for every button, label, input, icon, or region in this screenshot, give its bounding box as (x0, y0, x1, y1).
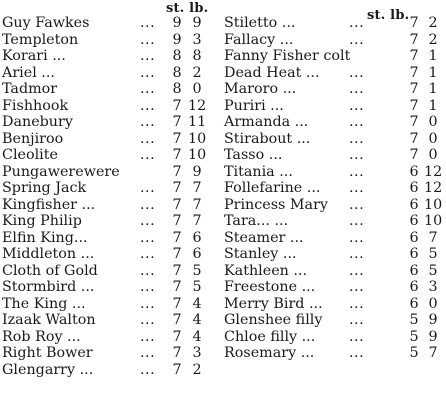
horse-name: Fishhook (2, 97, 69, 114)
leader-dots: ... (140, 229, 156, 246)
weight-stones: 7 (409, 97, 419, 114)
horse-name: Tara... ... (224, 213, 289, 229)
weight-pounds: 2 (192, 64, 202, 81)
horse-name: Cleolite (2, 147, 58, 163)
horse-name: Templeton (2, 31, 79, 48)
horse-name: Titania ... (224, 163, 293, 180)
horse-name: Rob Roy ... (2, 328, 81, 345)
leader-dots: ... (349, 279, 365, 295)
leader-dots: ... (349, 328, 365, 345)
weight-stones: 7 (409, 130, 419, 147)
weight-pounds: 8 (192, 48, 202, 64)
weight-pounds: 0 (428, 114, 438, 130)
weight-pounds: 10 (188, 130, 207, 147)
weight-pounds: 6 (192, 246, 202, 262)
leader-dots: ... (349, 15, 365, 31)
horse-name: Glenshee filly (224, 312, 323, 328)
weight-stones: 7 (409, 15, 419, 31)
horse-name: Izaak Walton (2, 312, 96, 328)
weight-stones: 6 (409, 196, 419, 213)
leader-dots: ... (349, 312, 365, 328)
weight-pounds: 5 (428, 262, 438, 279)
weight-pounds: 12 (424, 180, 443, 196)
weight-stones: 7 (172, 180, 182, 196)
weight-stones: 6 (409, 279, 419, 295)
horse-name: Follefarine ... (224, 180, 321, 196)
weight-pounds: 9 (428, 328, 438, 345)
leader-dots: ... (140, 279, 156, 295)
weight-pounds: 0 (192, 81, 202, 97)
horse-name: Kingfisher ... (2, 196, 96, 213)
weight-stones: 7 (172, 97, 182, 114)
horse-name: Stiletto ... (224, 15, 296, 31)
leader-dots: ... (140, 196, 156, 213)
weight-pounds: 7 (192, 180, 202, 196)
weight-stones: 7 (172, 295, 182, 312)
horse-name: Fanny Fisher colt (224, 48, 351, 64)
leader-dots: ... (140, 262, 156, 279)
weight-stones: 7 (172, 246, 182, 262)
leader-dots: ... (140, 295, 156, 312)
weight-stones: 7 (172, 361, 182, 378)
weight-pounds: 10 (424, 196, 443, 213)
weight-stones: 7 (409, 81, 419, 97)
weight-pounds: 12 (424, 163, 443, 180)
leader-dots: ... (140, 64, 156, 81)
weight-pounds: 10 (188, 147, 207, 163)
weight-stones: 9 (172, 31, 182, 48)
weight-stones: 7 (172, 163, 182, 180)
weight-stones: 5 (409, 345, 419, 361)
leader-dots: ... (349, 130, 365, 147)
weight-pounds: 7 (192, 196, 202, 213)
horse-name: Ariel ... (2, 64, 55, 81)
leader-dots: ... (140, 345, 156, 361)
horse-name: Cloth of Gold (2, 262, 98, 279)
weight-header-right: st. lb. (367, 8, 410, 23)
weight-pounds: 7 (192, 213, 202, 229)
leader-dots: ... (140, 328, 156, 345)
leader-dots: ... (140, 15, 156, 31)
weight-pounds: 5 (192, 262, 202, 279)
horse-name: The King ... (2, 295, 86, 312)
horse-name: Spring Jack (2, 180, 87, 196)
weight-pounds: 1 (428, 64, 438, 81)
leader-dots: ... (140, 147, 156, 163)
horse-name: Chloe filly ... (224, 328, 316, 345)
horse-name: Fallacy ... (224, 31, 294, 48)
horse-name: King Philip (2, 213, 82, 229)
leader-dots: ... (349, 163, 365, 180)
horse-name: Glengarry ... (2, 361, 94, 378)
horse-name: Elfin King... (2, 229, 88, 246)
leader-dots: ... (140, 213, 156, 229)
weight-pounds: 4 (192, 328, 202, 345)
weight-pounds: 7 (428, 345, 438, 361)
weight-pounds: 4 (192, 312, 202, 328)
horse-name: Pungawerewere (2, 163, 120, 180)
horse-name: Rosemary ... (224, 345, 315, 361)
weight-pounds: 5 (428, 246, 438, 262)
weight-pounds: 3 (428, 279, 438, 295)
weight-pounds: 0 (428, 147, 438, 163)
weight-stones: 7 (409, 114, 419, 130)
weight-stones: 6 (409, 262, 419, 279)
horse-name: Puriri ... (224, 97, 284, 114)
weight-stones: 7 (172, 312, 182, 328)
weight-pounds: 0 (428, 130, 438, 147)
leader-dots: ... (349, 64, 365, 81)
horse-name: Stirabout ... (224, 130, 311, 147)
leader-dots: ... (349, 31, 365, 48)
weight-stones: 8 (172, 64, 182, 81)
weight-stones: 6 (409, 295, 419, 312)
weight-pounds: 7 (428, 229, 438, 246)
weight-stones: 7 (409, 147, 419, 163)
horse-name: Princess Mary (224, 196, 328, 213)
weight-pounds: 9 (428, 312, 438, 328)
leader-dots: ... (349, 246, 365, 262)
horse-name: Armanda ... (224, 114, 309, 130)
weight-stones: 7 (172, 345, 182, 361)
leader-dots: ... (140, 31, 156, 48)
leader-dots: ... (349, 262, 365, 279)
horse-name: Benjiroo (2, 130, 64, 147)
weight-stones: 7 (172, 279, 182, 295)
leader-dots: ... (349, 345, 365, 361)
horse-name: Guy Fawkes (2, 15, 90, 31)
weight-stones: 8 (172, 48, 182, 64)
leader-dots: ... (349, 81, 365, 97)
leader-dots: ... (349, 229, 365, 246)
weight-header-left: st. lb. (166, 1, 209, 16)
weight-stones: 6 (409, 213, 419, 229)
horse-name: Dead Heat ... (224, 64, 320, 81)
horse-name: Middleton ... (2, 246, 95, 262)
horse-name: Stanley ... (224, 246, 297, 262)
weight-stones: 7 (409, 48, 419, 64)
leader-dots: ... (140, 312, 156, 328)
weight-stones: 8 (172, 81, 182, 97)
weight-stones: 7 (172, 130, 182, 147)
weight-stones: 7 (172, 196, 182, 213)
leader-dots: ... (140, 130, 156, 147)
horse-name: Tasso ... (224, 147, 283, 163)
leader-dots: ... (349, 196, 365, 213)
weight-pounds: 6 (192, 229, 202, 246)
weight-pounds: 1 (428, 97, 438, 114)
leader-dots: ... (140, 97, 156, 114)
weight-stones: 5 (409, 312, 419, 328)
weight-pounds: 2 (428, 15, 438, 31)
weight-stones: 6 (409, 180, 419, 196)
weight-pounds: 10 (424, 213, 443, 229)
horse-name: Right Bower (2, 345, 93, 361)
weight-pounds: 12 (188, 97, 207, 114)
weight-pounds: 2 (428, 31, 438, 48)
leader-dots: ... (349, 180, 365, 196)
horse-name: Kathleen ... (224, 262, 308, 279)
leader-dots: ... (349, 114, 365, 130)
weight-stones: 7 (409, 31, 419, 48)
weight-stones: 7 (409, 64, 419, 81)
horse-name: Tadmor (2, 81, 58, 97)
weight-stones: 7 (172, 229, 182, 246)
weight-pounds: 11 (188, 114, 207, 130)
weight-pounds: 2 (192, 361, 202, 378)
leader-dots: ... (140, 246, 156, 262)
leader-dots: ... (349, 97, 365, 114)
weight-stones: 5 (409, 328, 419, 345)
leader-dots: ... (140, 180, 156, 196)
weight-pounds: 9 (192, 163, 202, 180)
weight-pounds: 1 (428, 48, 438, 64)
leader-dots: ... (140, 81, 156, 97)
leader-dots: ... (140, 361, 156, 378)
weight-stones: 9 (172, 15, 182, 31)
weight-pounds: 4 (192, 295, 202, 312)
weight-pounds: 9 (192, 15, 202, 31)
weight-stones: 7 (172, 213, 182, 229)
weight-stones: 7 (172, 262, 182, 279)
weight-pounds: 0 (428, 295, 438, 312)
leader-dots: ... (349, 147, 365, 163)
weight-pounds: 5 (192, 279, 202, 295)
horse-name: Danebury (2, 114, 73, 130)
weight-stones: 6 (409, 163, 419, 180)
horse-name: Steamer ... (224, 229, 304, 246)
horse-name: Stormbird ... (2, 279, 95, 295)
weight-pounds: 1 (428, 81, 438, 97)
weight-stones: 7 (172, 328, 182, 345)
weight-stones: 6 (409, 246, 419, 262)
horse-name: Maroro ... (224, 81, 297, 97)
leader-dots: ... (140, 48, 156, 64)
weight-pounds: 3 (192, 31, 202, 48)
leader-dots: ... (349, 295, 365, 312)
leader-dots: ... (140, 114, 156, 130)
weight-pounds: 3 (192, 345, 202, 361)
horse-name: Merry Bird ... (224, 295, 323, 312)
weight-stones: 7 (172, 147, 182, 163)
horse-name: Korari ... (2, 48, 66, 64)
weight-stones: 6 (409, 229, 419, 246)
horse-name: Freestone ... (224, 279, 316, 295)
leader-dots: ... (349, 213, 365, 229)
weight-stones: 7 (172, 114, 182, 130)
